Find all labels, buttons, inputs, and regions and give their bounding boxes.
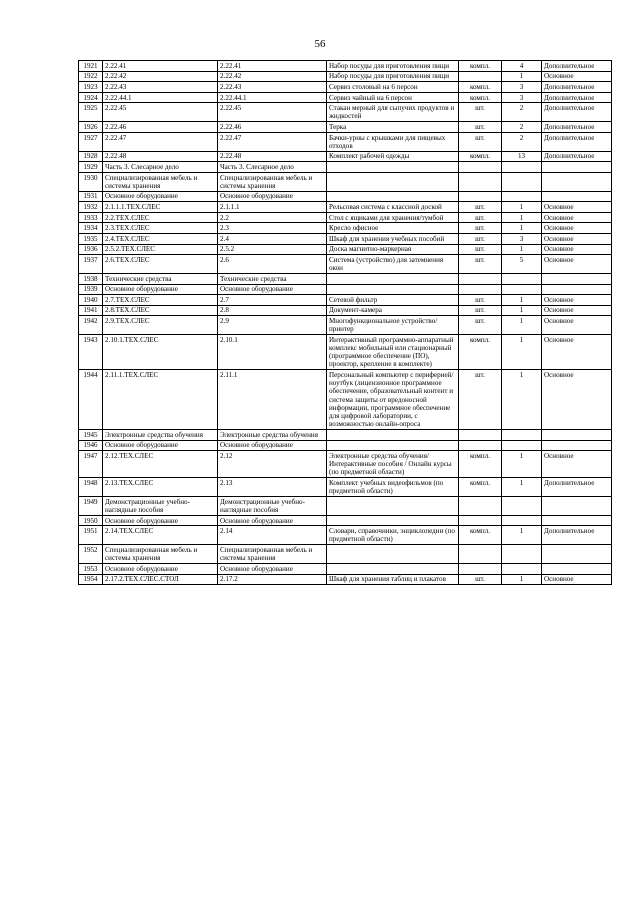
quantity-cell: 1 — [502, 478, 542, 497]
unit-cell: шт. — [459, 233, 502, 244]
row-number-cell: 1922 — [79, 71, 103, 82]
short-code-cell: 2.12 — [218, 451, 327, 478]
table-row — [79, 202, 612, 213]
code-cell: Основное оборудование — [103, 515, 218, 526]
table-row — [79, 440, 612, 451]
unit-cell: шт. — [459, 132, 502, 151]
unit-cell: компл. — [459, 335, 502, 370]
category-cell: Основное — [542, 335, 612, 370]
code-cell: 2.8.ТЕХ.СЛЕС — [103, 305, 218, 316]
name-cell: Бачки-урны с крышками для пищевых отходов — [327, 132, 459, 151]
name-cell — [327, 162, 459, 173]
quantity-cell: 1 — [502, 526, 542, 545]
table-row — [79, 61, 612, 72]
unit-cell: шт. — [459, 212, 502, 223]
category-cell: Основное — [542, 295, 612, 306]
category-cell — [542, 564, 612, 575]
code-cell: Электронные средства обучения — [103, 430, 218, 441]
unit-cell: компл. — [459, 82, 502, 93]
unit-cell: шт. — [459, 574, 502, 585]
category-cell — [542, 430, 612, 441]
quantity-cell: 1 — [502, 244, 542, 255]
quantity-cell — [502, 191, 542, 202]
short-code-cell: 2.22.44.1 — [218, 92, 327, 103]
table-row — [79, 497, 612, 516]
category-cell — [542, 162, 612, 173]
name-cell: Доска магнитно-маркерная — [327, 244, 459, 255]
table-row — [79, 478, 612, 497]
short-code-cell: Основное оборудование — [218, 284, 327, 295]
code-cell: 2.5.2.ТЕХ.СЛЕС — [103, 244, 218, 255]
table-row — [79, 515, 612, 526]
row-number-cell: 1927 — [79, 132, 103, 151]
code-cell: 2.1.1.1.ТЕХ.СЛЕС — [103, 202, 218, 213]
name-cell: Сетевой фильтр — [327, 295, 459, 306]
category-cell: Дополнительное — [542, 151, 612, 162]
row-number-cell: 1954 — [79, 574, 103, 585]
code-cell: 2.22.43 — [103, 82, 218, 93]
quantity-cell — [502, 273, 542, 284]
quantity-cell: 1 — [502, 316, 542, 335]
code-cell: Часть 3. Слесарное дело — [103, 162, 218, 173]
row-number-cell: 1953 — [79, 564, 103, 575]
quantity-cell: 3 — [502, 92, 542, 103]
short-code-cell: 2.8 — [218, 305, 327, 316]
code-cell: Основное оборудование — [103, 284, 218, 295]
short-code-cell: 2.22.42 — [218, 71, 327, 82]
table-row — [79, 103, 612, 122]
code-cell: Специализированная мебель и системы хранения — [103, 545, 218, 564]
table-row — [79, 564, 612, 575]
code-cell: Демонстрационные учебно-наглядные пособия — [103, 497, 218, 516]
category-cell — [542, 273, 612, 284]
table-row — [79, 255, 612, 274]
short-code-cell: Технические средства — [218, 273, 327, 284]
quantity-cell: 2 — [502, 103, 542, 122]
unit-cell — [459, 430, 502, 441]
code-cell: Основное оборудование — [103, 440, 218, 451]
row-number-cell: 1924 — [79, 92, 103, 103]
row-number-cell: 1946 — [79, 440, 103, 451]
short-code-cell: Демонстрационные учебно-наглядные пособия — [218, 497, 327, 516]
short-code-cell: 2.3 — [218, 223, 327, 234]
quantity-cell: 1 — [502, 305, 542, 316]
name-cell: Стол с ящиками для хранения/тумбой — [327, 212, 459, 223]
name-cell — [327, 273, 459, 284]
short-code-cell: 2.1.1.1 — [218, 202, 327, 213]
short-code-cell: Часть 3. Слесарное дело — [218, 162, 327, 173]
name-cell: Шкаф для хранения учебных пособий — [327, 233, 459, 244]
name-cell: Рельсовая система с классной доской — [327, 202, 459, 213]
short-code-cell: 2.4 — [218, 233, 327, 244]
unit-cell — [459, 284, 502, 295]
table-row — [79, 162, 612, 173]
name-cell: Комплект рабочей одежды — [327, 151, 459, 162]
code-cell: 2.2.ТЕХ.СЛЕС — [103, 212, 218, 223]
code-cell: 2.22.44.1 — [103, 92, 218, 103]
category-cell: Основное — [542, 370, 612, 430]
row-number-cell: 1921 — [79, 61, 103, 72]
code-cell: 2.22.47 — [103, 132, 218, 151]
table-row — [79, 335, 612, 370]
row-number-cell: 1951 — [79, 526, 103, 545]
page-number: 56 — [314, 38, 326, 50]
unit-cell — [459, 71, 502, 82]
code-cell: 2.17.2.ТЕХ.СЛЕС.СТОЛ — [103, 574, 218, 585]
row-number-cell: 1928 — [79, 151, 103, 162]
table-row — [79, 526, 612, 545]
category-cell: Основное — [542, 244, 612, 255]
row-number-cell: 1931 — [79, 191, 103, 202]
name-cell — [327, 284, 459, 295]
category-cell: Основное — [542, 451, 612, 478]
code-cell: 2.9.ТЕХ.СЛЕС — [103, 316, 218, 335]
name-cell: Система (устройство) для затемнения окон — [327, 255, 459, 274]
name-cell — [327, 564, 459, 575]
quantity-cell — [502, 162, 542, 173]
code-cell: 2.22.45 — [103, 103, 218, 122]
row-number-cell: 1929 — [79, 162, 103, 173]
table-row — [79, 316, 612, 335]
quantity-cell: 1 — [502, 212, 542, 223]
short-code-cell: 2.17.2 — [218, 574, 327, 585]
category-cell: Основное — [542, 223, 612, 234]
row-number-cell: 1945 — [79, 430, 103, 441]
row-number-cell: 1925 — [79, 103, 103, 122]
short-code-cell: 2.6 — [218, 255, 327, 274]
code-cell: 2.7.ТЕХ.СЛЕС — [103, 295, 218, 306]
category-cell: Основное — [542, 202, 612, 213]
table-row — [79, 191, 612, 202]
quantity-cell: 1 — [502, 370, 542, 430]
short-code-cell: 2.10.1 — [218, 335, 327, 370]
name-cell — [327, 430, 459, 441]
name-cell: Персональный компьютер с периферией/ноутбук (лицензионное программное обеспечение, образовательный контент и система защиты от вредоносной информации, программное обеспечение для цифровой лаборатории, с возможностью онлайн-опроса — [327, 370, 459, 430]
category-cell — [542, 284, 612, 295]
row-number-cell: 1936 — [79, 244, 103, 255]
name-cell: Сервиз чайный на 6 персон — [327, 92, 459, 103]
category-cell: Основное — [542, 255, 612, 274]
short-code-cell: 2.22.41 — [218, 61, 327, 72]
quantity-cell: 2 — [502, 132, 542, 151]
row-number-cell: 1930 — [79, 172, 103, 191]
category-cell: Основное — [542, 212, 612, 223]
row-number-cell: 1949 — [79, 497, 103, 516]
name-cell: Набор посуды для приготовления пищи — [327, 71, 459, 82]
table-row — [79, 71, 612, 82]
quantity-cell: 1 — [502, 223, 542, 234]
category-cell: Дополнительное — [542, 92, 612, 103]
short-code-cell: 2.22.47 — [218, 132, 327, 151]
unit-cell: шт. — [459, 370, 502, 430]
unit-cell: компл. — [459, 478, 502, 497]
row-number-cell: 1934 — [79, 223, 103, 234]
category-cell: Дополнительное — [542, 103, 612, 122]
table-row — [79, 295, 612, 306]
unit-cell — [459, 497, 502, 516]
name-cell: Кресло офисное — [327, 223, 459, 234]
category-cell: Дополнительное — [542, 61, 612, 72]
equipment-table — [78, 60, 612, 585]
name-cell — [327, 440, 459, 451]
name-cell: Комплект учебных видеофильмов (по предметной области) — [327, 478, 459, 497]
quantity-cell — [502, 172, 542, 191]
quantity-cell: 1 — [502, 451, 542, 478]
code-cell: 2.14.ТЕХ.СЛЕС — [103, 526, 218, 545]
name-cell — [327, 545, 459, 564]
row-number-cell: 1952 — [79, 545, 103, 564]
category-cell: Основное — [542, 233, 612, 244]
category-cell — [542, 497, 612, 516]
unit-cell: шт. — [459, 122, 502, 133]
category-cell: Дополнительное — [542, 82, 612, 93]
quantity-cell — [502, 564, 542, 575]
unit-cell — [459, 162, 502, 173]
table-row — [79, 122, 612, 133]
table-row — [79, 223, 612, 234]
name-cell: Электронные средства обучения/Интерактивные пособия / Онлайн курсы (по предметной области) — [327, 451, 459, 478]
name-cell: Набор посуды для приготовления пищи — [327, 61, 459, 72]
code-cell: 2.11.1.ТЕХ.СЛЕС — [103, 370, 218, 430]
table-row — [79, 305, 612, 316]
quantity-cell — [502, 497, 542, 516]
short-code-cell: 2.7 — [218, 295, 327, 306]
quantity-cell: 4 — [502, 61, 542, 72]
table-row — [79, 545, 612, 564]
category-cell — [542, 172, 612, 191]
short-code-cell: Электронные средства обучения — [218, 430, 327, 441]
short-code-cell: 2.5.2 — [218, 244, 327, 255]
table-row — [79, 244, 612, 255]
row-number-cell: 1933 — [79, 212, 103, 223]
short-code-cell: Основное оборудование — [218, 564, 327, 575]
category-cell — [542, 440, 612, 451]
row-number-cell: 1940 — [79, 295, 103, 306]
name-cell: Сервиз столовый на 6 персон — [327, 82, 459, 93]
table-row — [79, 430, 612, 441]
table-row — [79, 151, 612, 162]
short-code-cell: Специализированная мебель и системы хранения — [218, 545, 327, 564]
quantity-cell: 13 — [502, 151, 542, 162]
quantity-cell — [502, 284, 542, 295]
name-cell: Словари, справочники, энциклопедии (по предметной области) — [327, 526, 459, 545]
category-cell — [542, 515, 612, 526]
unit-cell: шт. — [459, 316, 502, 335]
quantity-cell — [502, 515, 542, 526]
name-cell: Интерактивный программно-аппаратный комплекс мобильный или стационарный (программное обеспечение (ПО), проектор, крепление в комплекте) — [327, 335, 459, 370]
unit-cell: шт. — [459, 244, 502, 255]
row-number-cell: 1950 — [79, 515, 103, 526]
table-row — [79, 451, 612, 478]
category-cell: Дополнительное — [542, 478, 612, 497]
unit-cell — [459, 515, 502, 526]
name-cell: Шкаф для хранения таблиц и плакатов — [327, 574, 459, 585]
unit-cell: компл. — [459, 526, 502, 545]
code-cell: 2.4.ТЕХ.СЛЕС — [103, 233, 218, 244]
category-cell — [542, 191, 612, 202]
table-row — [79, 284, 612, 295]
unit-cell — [459, 172, 502, 191]
row-number-cell: 1947 — [79, 451, 103, 478]
short-code-cell: 2.14 — [218, 526, 327, 545]
table-row — [79, 92, 612, 103]
code-cell: Специализированная мебель и системы хранения — [103, 172, 218, 191]
quantity-cell: 1 — [502, 295, 542, 306]
unit-cell: компл. — [459, 151, 502, 162]
row-number-cell: 1923 — [79, 82, 103, 93]
code-cell: 2.12.ТЕХ.СЛЕС — [103, 451, 218, 478]
category-cell — [542, 545, 612, 564]
short-code-cell: 2.9 — [218, 316, 327, 335]
short-code-cell: 2.2 — [218, 212, 327, 223]
row-number-cell: 1944 — [79, 370, 103, 430]
name-cell — [327, 497, 459, 516]
table-row — [79, 132, 612, 151]
table-row — [79, 574, 612, 585]
category-cell: Дополнительное — [542, 526, 612, 545]
quantity-cell — [502, 440, 542, 451]
unit-cell: компл. — [459, 61, 502, 72]
quantity-cell: 1 — [502, 71, 542, 82]
unit-cell: компл. — [459, 92, 502, 103]
unit-cell: компл. — [459, 451, 502, 478]
code-cell: 2.22.42 — [103, 71, 218, 82]
quantity-cell: 3 — [502, 82, 542, 93]
short-code-cell: 2.22.43 — [218, 82, 327, 93]
table-row — [79, 172, 612, 191]
unit-cell: шт. — [459, 202, 502, 213]
quantity-cell: 1 — [502, 335, 542, 370]
quantity-cell: 1 — [502, 202, 542, 213]
name-cell: Документ-камера — [327, 305, 459, 316]
unit-cell — [459, 191, 502, 202]
quantity-cell: 5 — [502, 255, 542, 274]
name-cell — [327, 172, 459, 191]
name-cell — [327, 515, 459, 526]
short-code-cell: 2.22.48 — [218, 151, 327, 162]
quantity-cell: 2 — [502, 122, 542, 133]
table-row — [79, 212, 612, 223]
code-cell: Основное оборудование — [103, 564, 218, 575]
short-code-cell: 2.22.45 — [218, 103, 327, 122]
short-code-cell: Основное оборудование — [218, 515, 327, 526]
code-cell: 2.3.ТЕХ.СЛЕС — [103, 223, 218, 234]
unit-cell: шт. — [459, 223, 502, 234]
row-number-cell: 1937 — [79, 255, 103, 274]
row-number-cell: 1938 — [79, 273, 103, 284]
code-cell: 2.6.ТЕХ.СЛЕС — [103, 255, 218, 274]
unit-cell: шт. — [459, 103, 502, 122]
code-cell: 2.10.1.ТЕХ.СЛЕС — [103, 335, 218, 370]
row-number-cell: 1932 — [79, 202, 103, 213]
quantity-cell — [502, 430, 542, 441]
unit-cell — [459, 564, 502, 575]
unit-cell: шт. — [459, 305, 502, 316]
row-number-cell: 1926 — [79, 122, 103, 133]
code-cell: 2.13.ТЕХ.СЛЕС — [103, 478, 218, 497]
category-cell: Основное — [542, 305, 612, 316]
code-cell: 2.22.48 — [103, 151, 218, 162]
unit-cell: шт. — [459, 295, 502, 306]
quantity-cell: 1 — [502, 574, 542, 585]
short-code-cell: 2.11.1 — [218, 370, 327, 430]
category-cell: Дополнительное — [542, 132, 612, 151]
table-row — [79, 273, 612, 284]
unit-cell: шт. — [459, 255, 502, 274]
category-cell: Основное — [542, 574, 612, 585]
row-number-cell: 1939 — [79, 284, 103, 295]
quantity-cell: 3 — [502, 233, 542, 244]
category-cell: Основное — [542, 316, 612, 335]
row-number-cell: 1935 — [79, 233, 103, 244]
code-cell: 2.22.41 — [103, 61, 218, 72]
quantity-cell — [502, 545, 542, 564]
name-cell — [327, 191, 459, 202]
short-code-cell: Основное оборудование — [218, 191, 327, 202]
short-code-cell: Специализированная мебель и системы хранения — [218, 172, 327, 191]
unit-cell — [459, 440, 502, 451]
code-cell: Технические средства — [103, 273, 218, 284]
name-cell: Стакан мерный для сыпучих продуктов и жидкостей — [327, 103, 459, 122]
row-number-cell: 1941 — [79, 305, 103, 316]
short-code-cell: Основное оборудование — [218, 440, 327, 451]
name-cell: Многофункциональное устройство/принтер — [327, 316, 459, 335]
short-code-cell: 2.13 — [218, 478, 327, 497]
code-cell: Основное оборудование — [103, 191, 218, 202]
unit-cell — [459, 545, 502, 564]
code-cell: 2.22.46 — [103, 122, 218, 133]
category-cell: Дополнительное — [542, 122, 612, 133]
table-row — [79, 82, 612, 93]
category-cell: Основное — [542, 71, 612, 82]
row-number-cell: 1943 — [79, 335, 103, 370]
short-code-cell: 2.22.46 — [218, 122, 327, 133]
table-row — [79, 370, 612, 430]
row-number-cell: 1942 — [79, 316, 103, 335]
row-number-cell: 1948 — [79, 478, 103, 497]
table-row — [79, 233, 612, 244]
unit-cell — [459, 273, 502, 284]
name-cell: Терка — [327, 122, 459, 133]
